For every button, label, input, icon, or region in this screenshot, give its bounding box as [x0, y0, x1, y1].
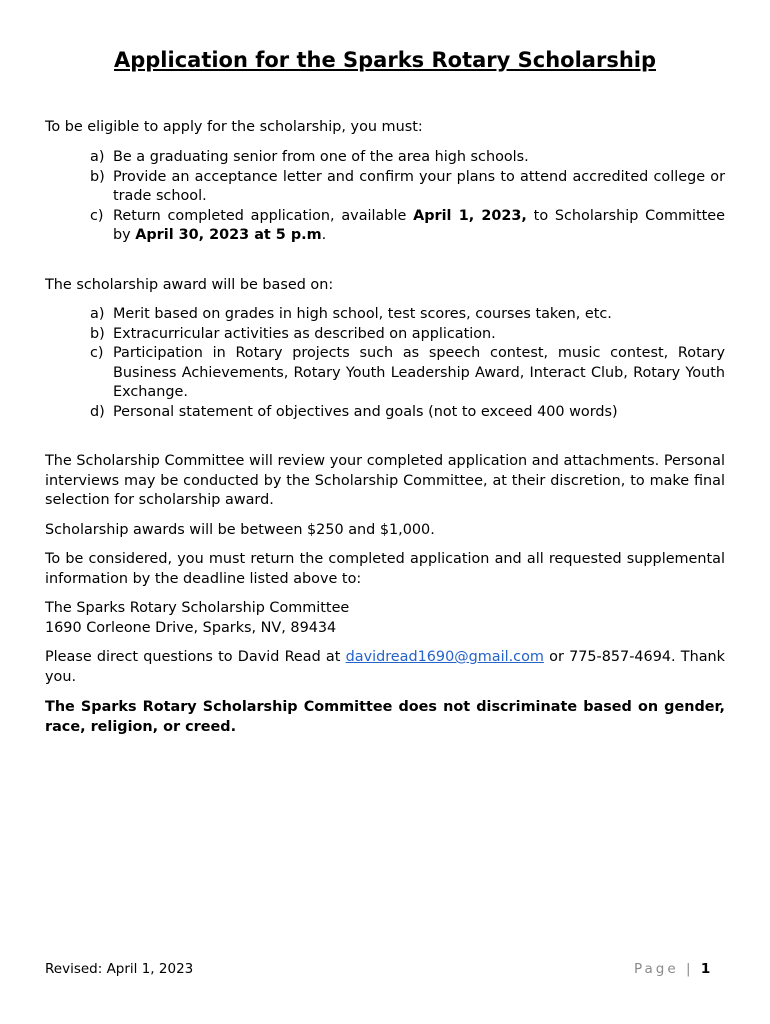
list-item	[45, 207, 725, 246]
contact-text-post: or 775-857-4694. Thank you.	[45, 649, 725, 685]
contact-paragraph	[45, 648, 725, 687]
revised-date: Revised: April 1, 2023	[45, 961, 194, 977]
list-item-text-pre: Return completed application, available	[113, 207, 414, 224]
list-item	[45, 403, 725, 423]
list-item-text-mid: to Scholarship Committee by	[113, 207, 725, 244]
award-list	[45, 305, 725, 423]
list-marker: c)	[90, 207, 104, 224]
eligibility-list	[45, 148, 725, 246]
list-item-text: Participation in Rotary projects such as speech contest, music contest, Rotary Business Achievements, Rotary Youth Leadership Award, Interact Club, Rotary Youth Exchange.	[113, 345, 725, 401]
list-item	[45, 344, 725, 403]
list-marker: b)	[90, 168, 105, 185]
email-link[interactable]: davidread1690@gmail.com	[345, 649, 544, 665]
address-line-2: 1690 Corleone Drive, Sparks, NV, 89434	[45, 619, 337, 636]
list-marker: a)	[90, 149, 105, 165]
page-number: 1	[700, 961, 711, 977]
open-date: April 1, 2023,	[413, 207, 527, 224]
return-paragraph: To be considered, you must return the completed application and all requested supplemental information by the deadline listed above to:	[45, 551, 725, 587]
list-item-text: Be a graduating senior from one of the area high schools.	[113, 149, 529, 165]
address-line-1: The Sparks Rotary Scholarship Committee	[45, 600, 350, 616]
contact-text-pre: Please direct questions to David Read at	[45, 649, 346, 665]
deadline-date: April 30, 2023 at 5 p.m	[135, 227, 322, 244]
amount-paragraph: Scholarship awards will be between $250 and $1,000.	[45, 522, 435, 538]
eligibility-intro: To be eligible to apply for the scholarship, you must:	[45, 119, 423, 135]
nondiscrimination-statement: The Sparks Rotary Scholarship Committee does not discriminate based on gender, race, religion, or creed.	[45, 699, 725, 735]
list-marker: a)	[90, 306, 105, 322]
award-intro: The scholarship award will be based on:	[45, 277, 334, 293]
mailing-address	[45, 599, 725, 638]
list-marker: d)	[90, 403, 105, 420]
list-item	[45, 148, 725, 168]
list-item-text: Extracurricular activities as described on application.	[113, 325, 496, 342]
list-marker: b)	[90, 325, 105, 342]
list-item-text: Merit based on grades in high school, test scores, courses taken, etc.	[113, 306, 612, 322]
page-indicator	[634, 960, 710, 978]
document-page	[45, 0, 725, 1024]
review-paragraph: The Scholarship Committee will review your completed application and attachments. Personal interviews may be conducted by the Scholarship Committee, at their discretion, to make final selection for scholarship award.	[45, 453, 725, 509]
page-title: Application for the Sparks Rotary Scholarship	[113, 48, 656, 72]
list-item	[45, 305, 725, 325]
list-item-text-post: .	[321, 227, 327, 244]
list-item	[45, 325, 725, 345]
list-item-text: Personal statement of objectives and goals (not to exceed 400 words)	[113, 403, 618, 420]
list-item	[45, 168, 725, 207]
list-item-text: Provide an acceptance letter and confirm your plans to attend accredited college or trade school.	[113, 168, 725, 205]
list-marker: c)	[90, 345, 104, 362]
page-label: Page |	[634, 961, 694, 977]
